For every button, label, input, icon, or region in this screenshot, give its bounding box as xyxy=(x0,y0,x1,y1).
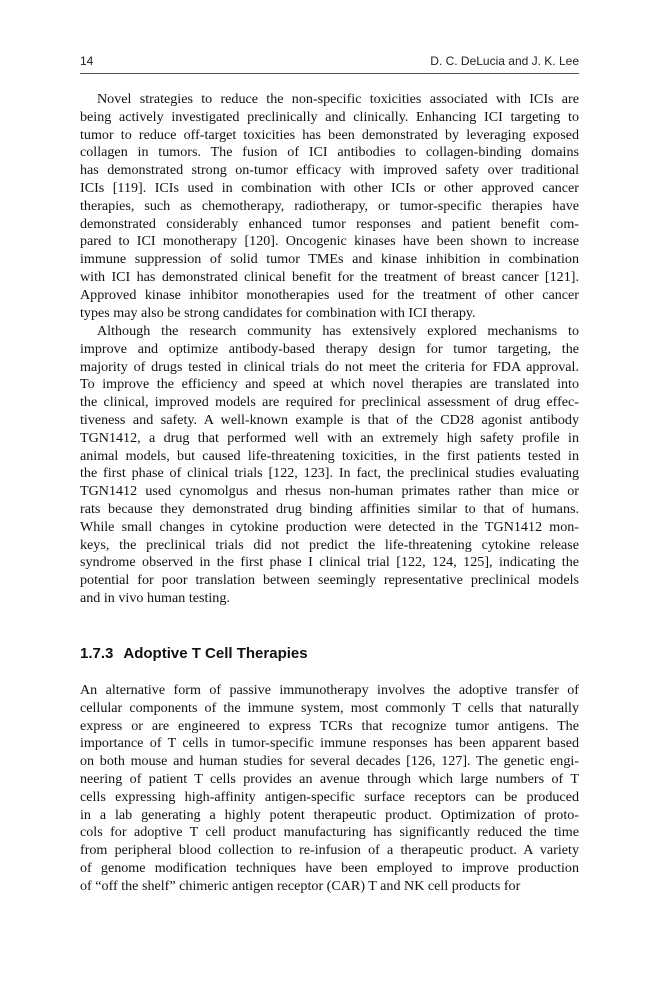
paragraph-1 xyxy=(80,91,579,322)
text-line: tiveness and safety. A well-known example is that of the CD28 agonist antibody xyxy=(80,411,579,428)
text-line: TGN1412, a drug that performed well with an extremely high safety profile in xyxy=(80,429,579,446)
text-line: of “off the shelf” chimeric antigen receptor (CAR) T and NK cell products for xyxy=(80,877,521,894)
text-line: being actively investigated preclinically and clinically. Enhancing ICI targeting to xyxy=(80,108,579,125)
text-line: and in vivo human testing. xyxy=(80,589,230,606)
paragraph-3 xyxy=(80,682,579,896)
section-title: Adoptive T Cell Therapies xyxy=(123,645,308,662)
text-line: from peripheral blood collection to re-infusion of a therapeutic product. A variety xyxy=(80,842,579,859)
text-line: immune suppression of solid tumor TMEs and kinase inhibition in combination xyxy=(80,251,579,268)
text-line: cells expressing high-affinity antigen-specific surface receptors can be produced xyxy=(80,788,579,805)
text-line: express or are engineered to express TCRs that recognize tumor antigens. The xyxy=(80,717,579,734)
section-heading xyxy=(80,645,308,662)
text-line: potential for poor translation between seemingly representative preclinical models xyxy=(80,572,579,589)
page-number: 14 xyxy=(80,54,94,68)
text-line: syndrome observed in the first phase I clinical trial [122, 124, 125], indicating the xyxy=(80,554,579,571)
text-line: neering of patient T cells provides an avenue through which large numbers of T xyxy=(80,770,579,787)
header-rule xyxy=(80,73,579,74)
text-line: Approved kinase inhibitor monotherapies used for the treatment of other cancer xyxy=(80,286,579,303)
text-line: demonstrated considerably enhanced tumor responses and patient benefit com- xyxy=(80,215,579,232)
text-line: tumor to reduce off-target toxicities has been demonstrated by leveraging exposed xyxy=(80,126,579,143)
text-line: To improve the efficiency and speed at which novel therapies are translated into xyxy=(80,376,579,393)
text-line: collagen in tumors. The fusion of ICI antibodies to collagen-binding domains xyxy=(80,144,579,161)
text-line: TGN1412 used cynomolgus and rhesus non-human primates rather than mice or xyxy=(80,483,579,500)
text-line: therapies, such as chemotherapy, radiotherapy, or tumor-specific therapies have xyxy=(80,197,579,214)
text-line: pared to ICI monotherapy [120]. Oncogenic kinases have been shown to increase xyxy=(80,233,579,250)
text-line: majority of drugs tested in clinical trials do not meet the criteria for FDA approval. xyxy=(80,358,579,375)
text-line: the clinical, improved models are required for preclinical assessment of drug effec- xyxy=(80,394,579,411)
section-number: 1.7.3 xyxy=(80,645,114,662)
text-line: improve and optimize antibody-based therapy design for tumor targeting, the xyxy=(80,340,579,357)
text-line: Novel strategies to reduce the non-specific toxicities associated with ICIs are xyxy=(97,91,579,107)
text-line: An alternative form of passive immunotherapy involves the adoptive transfer of xyxy=(80,682,579,698)
text-line: animal models, but caused life-threatening toxicities, in the first patients tested in xyxy=(80,447,579,464)
paragraph-2 xyxy=(80,323,579,608)
text-line: Although the research community has extensively explored mechanisms to xyxy=(97,323,579,339)
text-line: While small changes in cytokine production were detected in the TGN1412 mon- xyxy=(80,518,579,535)
text-line: types may also be strong candidates for combination with ICI therapy. xyxy=(80,304,476,321)
text-line: on both mouse and human studies for several decades [126, 127]. The genetic engi- xyxy=(80,753,579,770)
text-line: keys, the preclinical trials did not predict the life-threatening cytokine release xyxy=(80,536,579,553)
text-line: has demonstrated strong on-tumor efficacy with improved safety over traditional xyxy=(80,162,579,179)
text-line: the first phase of clinical trials [122, 123]. In fact, the preclinical studies evaluating xyxy=(80,465,579,482)
text-line: with ICI has demonstrated clinical benefit for the treatment of breast cancer [121]. xyxy=(80,268,579,285)
text-line: importance of T cells in tumor-specific immune responses has been apparent based xyxy=(80,735,579,752)
text-line: in a lab generating a highly potent therapeutic product. Optimization of proto- xyxy=(80,806,579,823)
running-header xyxy=(80,54,579,72)
text-line: cols for adoptive T cell product manufacturing has significantly reduced the time xyxy=(80,824,579,841)
text-line: cellular components of the immune system, most commonly T cells that naturally xyxy=(80,699,579,716)
text-line: ICIs [119]. ICIs used in combination with other ICIs or other approved cancer xyxy=(80,179,579,196)
text-line: of genome modification techniques have been employed to improve production xyxy=(80,859,579,876)
text-line: rats because they demonstrated drug binding affinities similar to that of humans. xyxy=(80,500,579,517)
running-head-authors: D. C. DeLucia and J. K. Lee xyxy=(430,54,579,68)
